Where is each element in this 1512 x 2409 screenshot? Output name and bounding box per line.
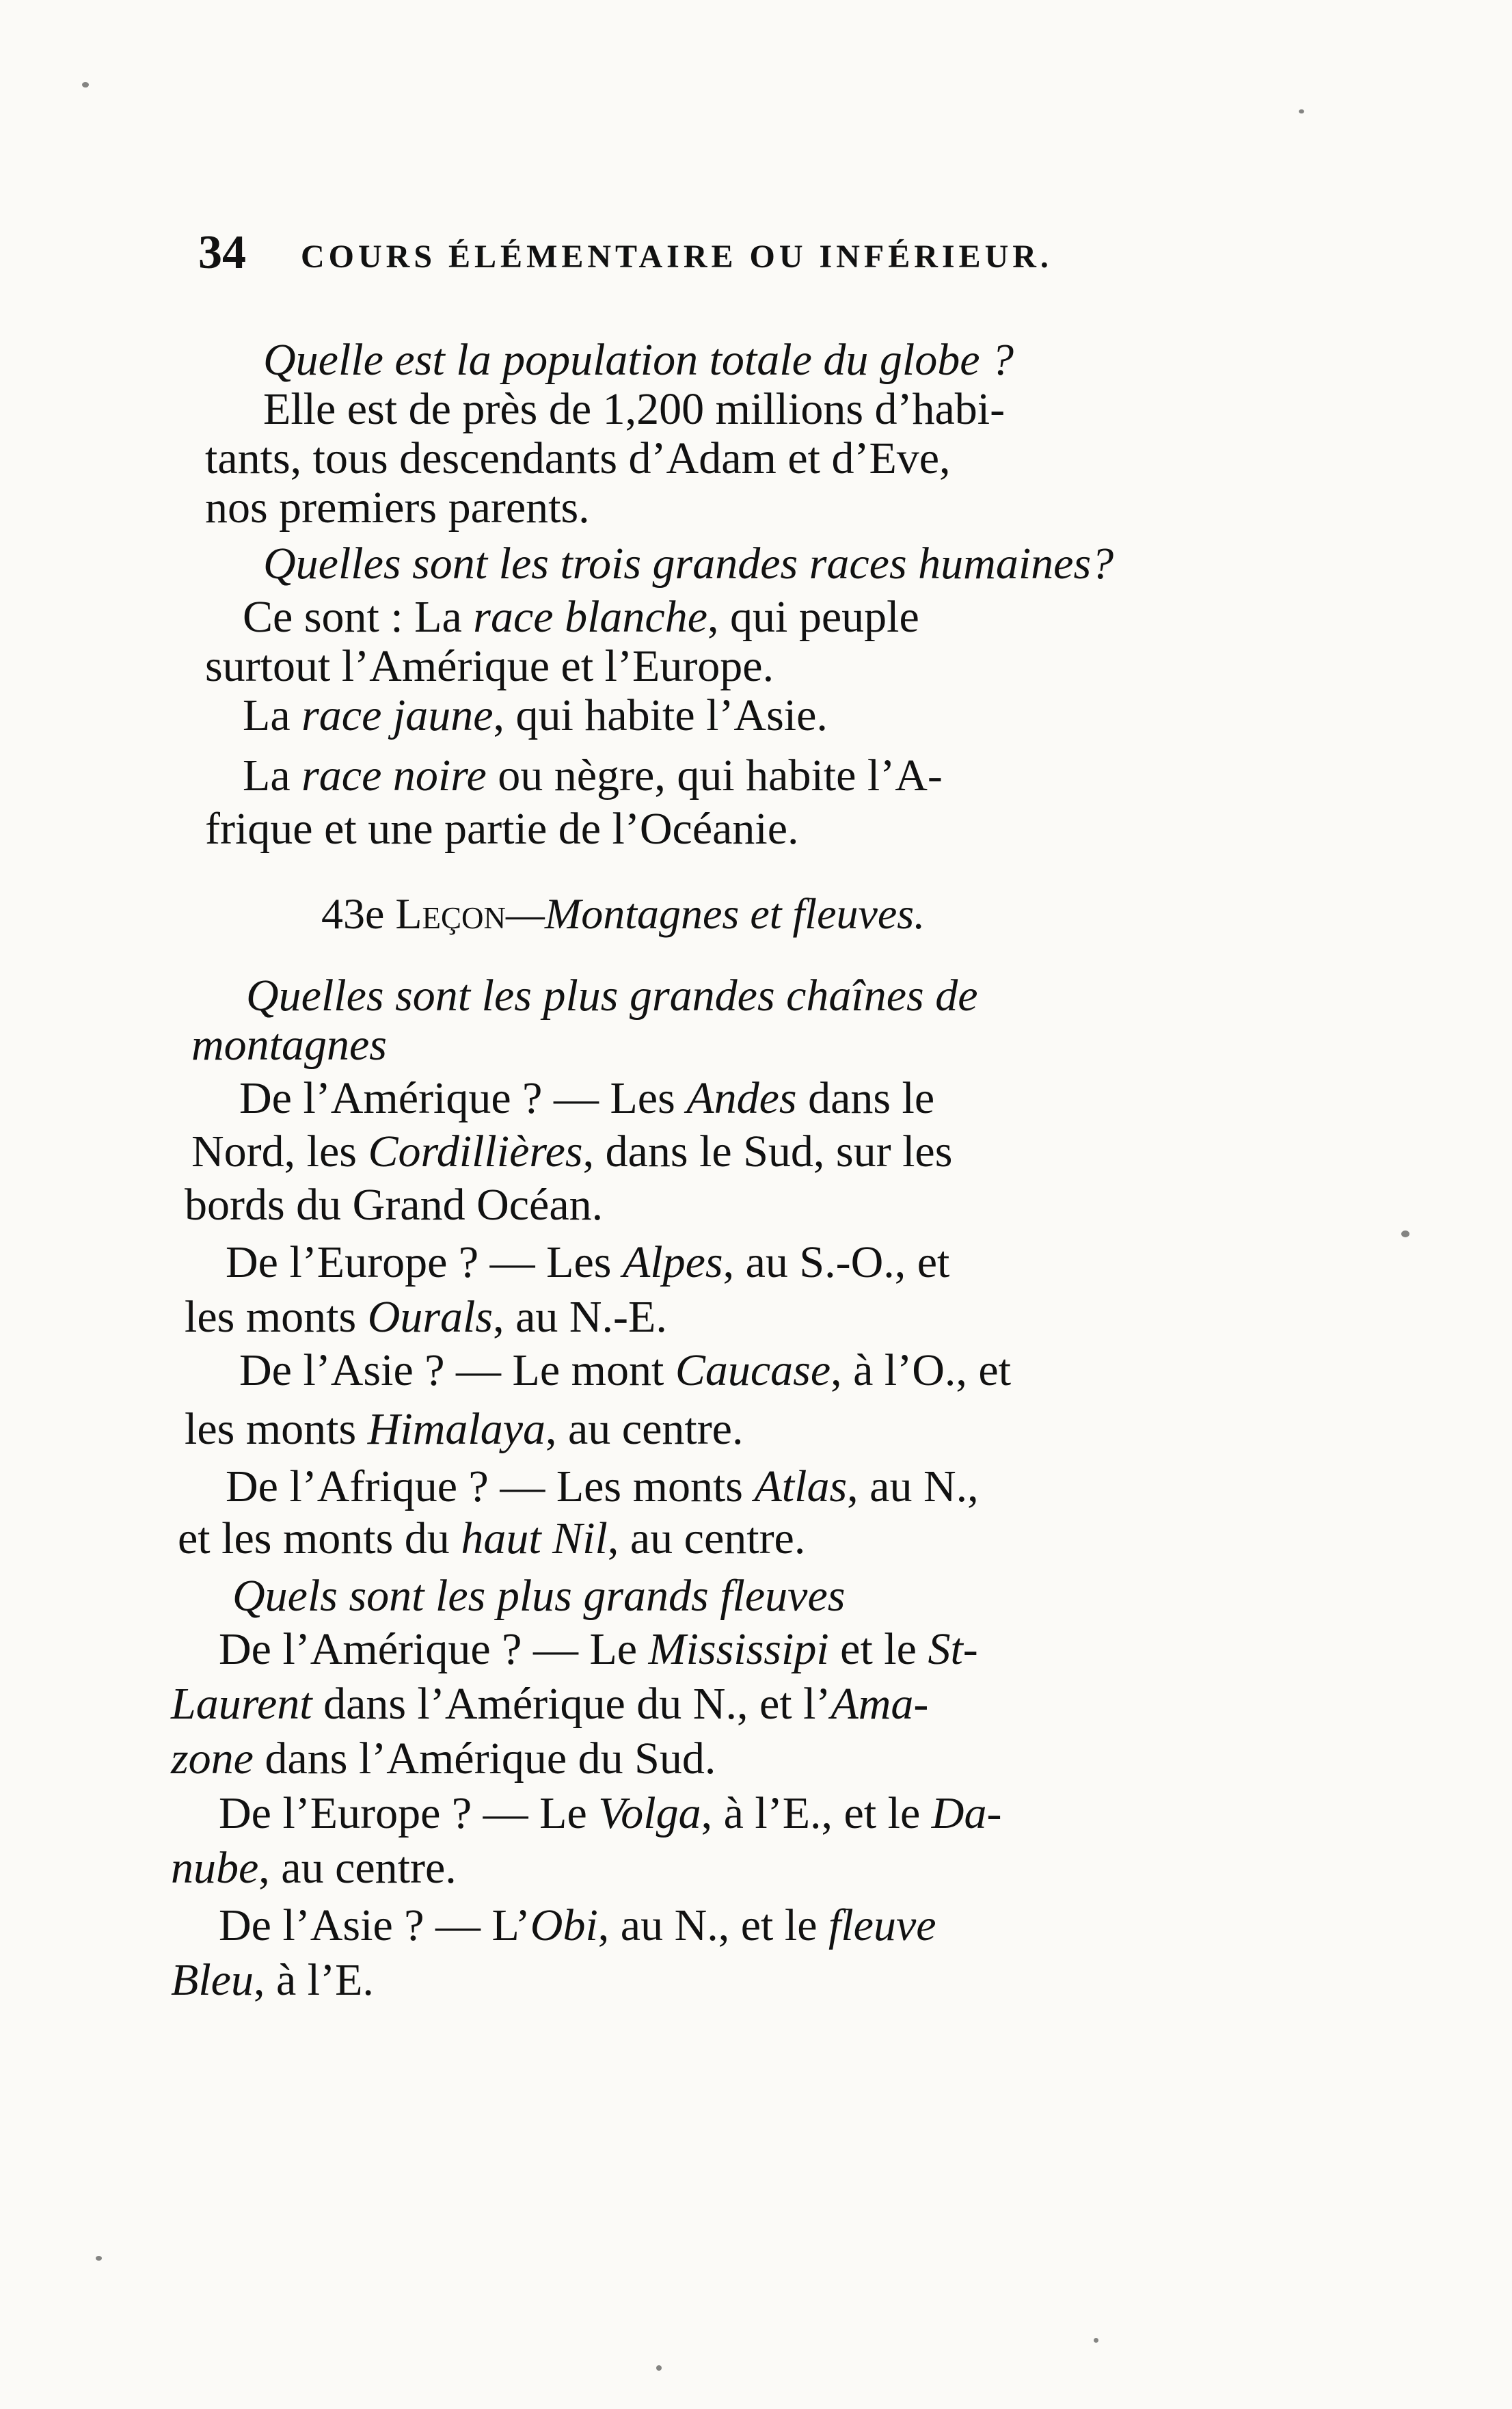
answer-text: dans l’Amérique du Sud. xyxy=(253,1734,716,1784)
answer-line xyxy=(243,751,943,801)
answer-text: De l’Amérique ? — Les xyxy=(239,1073,687,1123)
answer-text: , qui peuple xyxy=(707,592,919,642)
answer-line xyxy=(263,384,1005,435)
answer-emphasis: Ama- xyxy=(831,1679,929,1729)
answer-text: De l’Asie ? — L’ xyxy=(219,1900,530,1950)
question-population xyxy=(263,335,1014,386)
answer-text: De l’Amérique ? — Le xyxy=(219,1624,649,1674)
answer-text: nos premiers parents. xyxy=(205,483,590,533)
answer-emphasis: Atlas xyxy=(754,1462,848,1511)
answer-text: bords du Grand Océan. xyxy=(185,1180,604,1230)
page-number: 34 xyxy=(198,226,246,279)
question-races xyxy=(263,539,1113,589)
running-title: COURS ÉLÉMENTAIRE OU INFÉRIEUR. xyxy=(301,239,1053,275)
answer-line xyxy=(219,1900,936,1951)
scan-speck xyxy=(656,2365,662,2371)
answer-emphasis: Andes xyxy=(686,1073,797,1123)
answer-emphasis: Caucase xyxy=(675,1345,831,1395)
answer-text: , au centre. xyxy=(545,1404,744,1454)
answer-text: , à l’E. xyxy=(253,1955,374,2005)
answer-text: , à l’E., et le xyxy=(701,1788,932,1838)
answer-emphasis: race blanche xyxy=(473,592,707,642)
answer-emphasis: haut Nil xyxy=(461,1513,608,1563)
answer-text: De l’Asie ? — Le mont xyxy=(239,1345,675,1395)
answer-emphasis: Volga xyxy=(598,1788,701,1838)
answer-text: , au centre. xyxy=(607,1513,806,1563)
answer-emphasis: Obi xyxy=(530,1900,598,1950)
scan-speck xyxy=(96,2256,102,2261)
answer-line xyxy=(226,1237,949,1288)
answer-emphasis: race noire xyxy=(301,751,487,800)
answer-emphasis: Bleu xyxy=(171,1955,254,2005)
scan-speck xyxy=(82,82,89,88)
question-text: Quelles sont les trois grandes races humaines? xyxy=(263,539,1114,589)
lesson-heading xyxy=(321,889,925,939)
answer-text: De l’Europe ? — Le xyxy=(219,1788,599,1838)
question-text: Quelles sont les plus grandes chaînes de xyxy=(246,971,978,1021)
scan-speck xyxy=(1401,1230,1409,1237)
answer-line xyxy=(171,1734,716,1784)
question-rivers xyxy=(232,1571,845,1621)
answer-text: , au N.-E. xyxy=(493,1292,667,1342)
answer-text: De l’Afrique ? — Les monts xyxy=(226,1462,755,1511)
lesson-number: 43e xyxy=(321,889,385,938)
answer-text: , au N., et le xyxy=(597,1900,828,1950)
answer-text: dans l’Amérique du N., et l’ xyxy=(312,1679,831,1729)
answer-text: , au centre. xyxy=(258,1843,457,1893)
answer-line xyxy=(219,1788,1001,1839)
answer-emphasis: zone xyxy=(171,1734,254,1784)
answer-emphasis: Alpes xyxy=(622,1237,723,1287)
answer-text: La xyxy=(243,690,302,740)
answer-emphasis: Laurent xyxy=(171,1679,312,1729)
answer-text: , qui habite l’Asie. xyxy=(493,690,828,740)
answer-line xyxy=(239,1073,934,1124)
answer-emphasis: Mississipi xyxy=(648,1624,829,1674)
scan-speck xyxy=(1299,109,1304,113)
answer-text: les monts xyxy=(185,1404,368,1454)
answer-text: et le xyxy=(828,1624,928,1674)
answer-line xyxy=(226,1462,979,1512)
answer-line xyxy=(178,1513,805,1564)
answer-text: , au S.-O., et xyxy=(723,1237,950,1287)
answer-line xyxy=(185,1404,743,1455)
answer-line xyxy=(191,1127,952,1177)
answer-text: Ce sont : La xyxy=(243,592,474,642)
question-text: Quels sont les plus grands fleuves xyxy=(232,1571,846,1621)
answer-text: Nord, les xyxy=(191,1127,368,1176)
question-mountains-cont xyxy=(191,1020,387,1071)
answer-emphasis: race jaune xyxy=(301,690,494,740)
answer-text: frique et une partie de l’Océanie. xyxy=(205,804,799,854)
answer-text: dans le xyxy=(796,1073,935,1123)
answer-text: ou nègre, qui habite l’A- xyxy=(486,751,943,800)
answer-text: surtout l’Amérique et l’Europe. xyxy=(205,641,774,691)
answer-line xyxy=(205,641,774,692)
answer-text: les monts xyxy=(185,1292,368,1342)
answer-text: tants, tous descendants d’Adam et d’Eve, xyxy=(205,433,951,483)
answer-text: La xyxy=(243,751,302,800)
answer-emphasis: St- xyxy=(928,1624,978,1674)
answer-line xyxy=(171,1679,928,1730)
answer-text: Elle est de près de 1,200 millions d’habi- xyxy=(263,384,1005,434)
answer-emphasis: fleuve xyxy=(828,1900,936,1950)
answer-line xyxy=(171,1955,374,2006)
lesson-word: Leçon xyxy=(395,889,506,938)
answer-line xyxy=(205,433,951,484)
answer-emphasis: nube xyxy=(171,1843,259,1893)
page-header xyxy=(198,226,1265,280)
answer-line xyxy=(219,1624,978,1675)
answer-line xyxy=(205,483,590,533)
question-text: montagnes xyxy=(191,1020,387,1070)
answer-emphasis: Himalaya xyxy=(367,1404,545,1454)
answer-emphasis: Da- xyxy=(931,1788,1002,1838)
answer-text: , dans le Sud, sur les xyxy=(582,1127,953,1176)
answer-text: et les monts du xyxy=(178,1513,461,1563)
answer-line xyxy=(171,1843,457,1894)
answer-line xyxy=(185,1292,667,1343)
lesson-title: —Montagnes et fleuves. xyxy=(506,889,926,938)
answer-emphasis: Cordillières xyxy=(368,1127,583,1176)
question-text: Quelle est la population totale du globe ? xyxy=(263,335,1014,385)
answer-line xyxy=(243,592,919,643)
question-mountains xyxy=(246,971,978,1021)
answer-text: , à l’O., et xyxy=(831,1345,1012,1395)
answer-line xyxy=(185,1180,603,1230)
answer-line xyxy=(239,1345,1011,1396)
scan-speck xyxy=(1094,2338,1098,2343)
answer-text: De l’Europe ? — Les xyxy=(226,1237,623,1287)
answer-line xyxy=(205,804,799,854)
answer-text: , au N., xyxy=(847,1462,979,1511)
answer-emphasis: Ourals xyxy=(367,1292,494,1342)
answer-line xyxy=(243,690,828,741)
